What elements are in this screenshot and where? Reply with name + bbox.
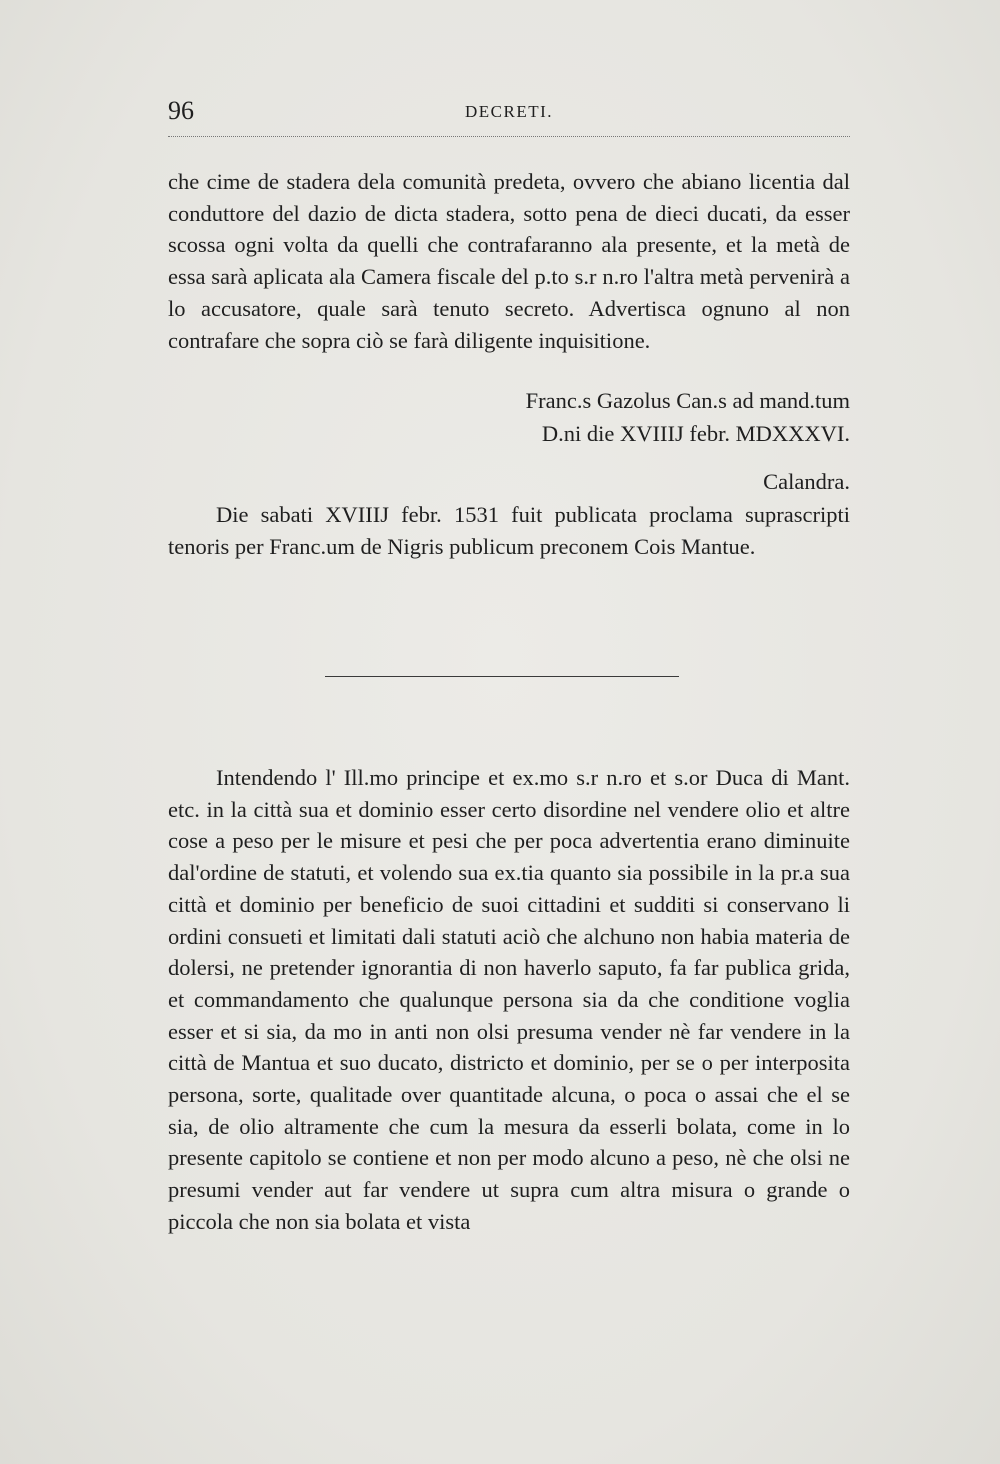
- paragraph-decree-end: che cime de stadera dela comunità predeta, ovvero che abiano licentia dal conduttore del dazio de dicta stadera, sotto pena de dieci ducati, da esser scossa ogni volta da quelli che contrafaranno ala presente, et la metà de essa sarà aplicata ala Camera fiscale del p.to s.r n.ro l'altra metà pervenirà a lo accusatore, quale sarà tenuto secreto. Advertisca ognuno al non contrafare che sopra ciò se farà diligente inquisitione.: [168, 169, 850, 353]
- running-head: DECRETI.: [464, 102, 554, 121]
- page-number: 96: [168, 96, 194, 125]
- paragraph-new-decree: Intendendo l' Ill.mo principe et ex.mo s.r n.ro et s.or Duca di Mant. etc. in la città sua et dominio esser certo disordine nel vendere olio et altre cose a peso per le misure et pesi che per poca advertentia erano diminuite dal'ordine de statuti, et volendo sua ex.tia quanto sia possibile in la pr.a sua città et dominio per beneficio de suoi cittadini et sudditi si conservano li ordini consueti et limitati dali statuti aciò che alchuno non habia materia de dolersi, ne pretender ignorantia di non haverlo saputo, fa far publica grida, et commandamento che qualunque persona sia da che conditione voglia esser et si sia, da mo in anti non olsi presuma vender nè far vendere in la città de Mantua et suo ducato, districto et dominio, per se o per interposita persona, sorte, qualitade over quantitade alcuna, o poca o assai che el se sia, de olio altramente che cum la mesura da esserli bolata, come in lo presente capitolo se contiene et non per modo alcuno a peso, nè che olsi ne presumi vender aut far vendere ut supra cum altra misura o grande o piccola che non sia bolata et vista: [168, 765, 850, 1234]
- paragraph-publication-note: Die sabati XVIIIJ febr. 1531 fuit publicata proclama suprascripti tenoris per Franc.um de Nigris publicum preconem Cois Mantue.: [168, 502, 850, 559]
- signature-line-2: D.ni die XVIIIJ febr. MDXXXVI.: [541, 421, 850, 446]
- page-header: [168, 96, 850, 137]
- signature-line-1: Franc.s Gazolus Can.s ad mand.tum: [525, 388, 850, 413]
- signature-line-3: Calandra.: [763, 469, 850, 494]
- section-divider: [325, 676, 679, 677]
